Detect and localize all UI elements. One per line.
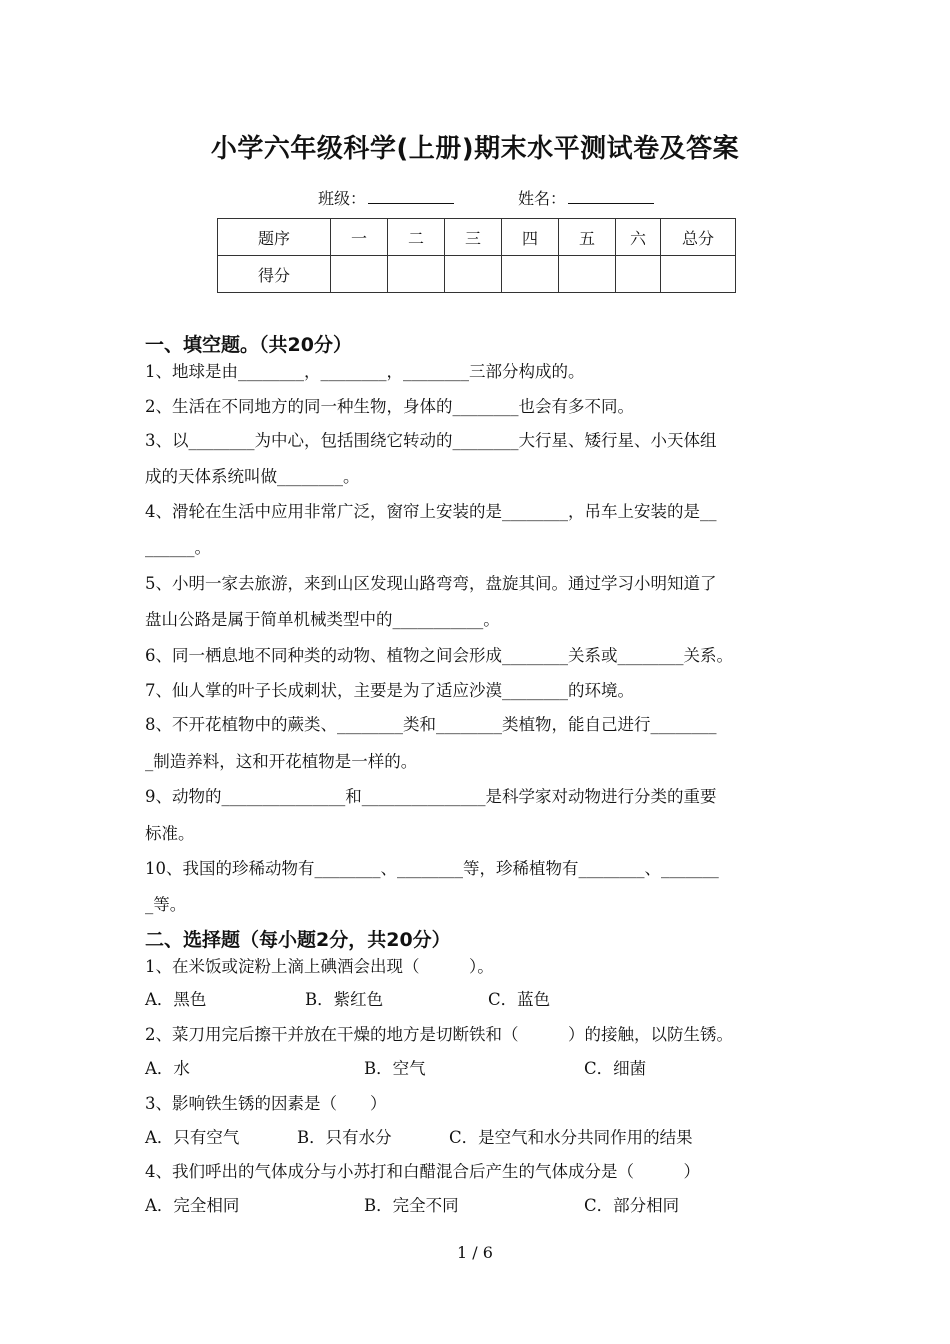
choice-question-stem: 2、菜刀用完后擦干并放在干燥的地方是切断铁和（ ）的接触，以防生锈。 xyxy=(145,1025,733,1044)
score-header-cell: 五 xyxy=(559,219,616,256)
fill-line: 盘山公路是属于简单机械类型中的___________。 xyxy=(145,610,500,629)
choice-option[interactable]: B．紫红色 xyxy=(305,990,384,1009)
choice-option[interactable]: C．部分相同 xyxy=(584,1196,680,1215)
fill-line: 5、小明一家去旅游，来到山区发现山路弯弯，盘旋其间。通过学习小明知道了 xyxy=(145,574,717,593)
choice-question-stem: 4、我们呼出的气体成分与小苏打和白醋混合后产生的气体成分是（ ） xyxy=(145,1162,700,1181)
class-label: 班级： xyxy=(318,189,367,208)
score-header-cell: 四 xyxy=(502,219,559,256)
fill-line: ______。 xyxy=(145,538,211,557)
name-blank[interactable] xyxy=(568,189,654,204)
choice-option[interactable]: B．只有水分 xyxy=(297,1128,392,1147)
page-title: 小学六年级科学(上册)期末水平测试卷及答案 xyxy=(210,134,740,164)
choice-question-stem: 3、影响铁生锈的因素是（ ） xyxy=(145,1094,387,1113)
score-header-cell: 六 xyxy=(616,219,661,256)
name-field xyxy=(518,186,654,209)
choice-option[interactable]: C．细菌 xyxy=(584,1059,647,1078)
fill-line: 10、我国的珍稀动物有________、________等，珍稀植物有________、_______ xyxy=(145,859,719,878)
score-cell[interactable] xyxy=(388,256,445,293)
fill-line: 1、地球是由________，________，________三部分构成的。 xyxy=(145,362,585,381)
score-header-cell: 一 xyxy=(331,219,388,256)
fill-line: 标准。 xyxy=(145,824,195,843)
choice-option[interactable]: C．蓝色 xyxy=(488,990,551,1009)
score-cell[interactable] xyxy=(661,256,736,293)
score-cell[interactable] xyxy=(331,256,388,293)
score-cell[interactable] xyxy=(445,256,502,293)
score-row-label: 得分 xyxy=(218,256,331,293)
choice-option[interactable]: C．是空气和水分共同作用的结果 xyxy=(449,1128,693,1147)
fill-line: 成的天体系统叫做________。 xyxy=(145,467,360,486)
page-number: 1 / 6 xyxy=(457,1243,493,1262)
score-table xyxy=(217,218,736,293)
score-header-cell: 二 xyxy=(388,219,445,256)
choice-option[interactable]: B．完全不同 xyxy=(364,1196,459,1215)
score-cell[interactable] xyxy=(616,256,661,293)
choice-option[interactable]: A．完全相同 xyxy=(145,1196,240,1215)
score-header-cell: 三 xyxy=(445,219,502,256)
fill-line: _等。 xyxy=(145,895,187,914)
fill-line: 9、动物的_______________和_______________是科学家对动物进行分类的重要 xyxy=(145,787,717,806)
fill-line: _制造养料，这和开花植物是一样的。 xyxy=(145,752,418,771)
class-field xyxy=(318,186,454,209)
section2-heading: 二、选择题（每小题2分，共20分） xyxy=(145,929,451,951)
choice-option[interactable]: A．只有空气 xyxy=(145,1128,240,1147)
choice-option[interactable]: A．黑色 xyxy=(145,990,207,1009)
score-header-cell: 题序 xyxy=(218,219,331,256)
fill-line: 6、同一栖息地不同种类的动物、植物之间会形成________关系或________关系。 xyxy=(145,646,733,665)
choice-option[interactable]: A．水 xyxy=(145,1059,190,1078)
choice-option[interactable]: B．空气 xyxy=(364,1059,426,1078)
fill-line: 4、滑轮在生活中应用非常广泛，窗帘上安装的是________，吊车上安装的是__ xyxy=(145,502,717,521)
choice-question-stem: 1、在米饭或淀粉上滴上碘酒会出现（ ）。 xyxy=(145,957,494,976)
score-cell[interactable] xyxy=(559,256,616,293)
score-header-cell: 总分 xyxy=(661,219,736,256)
fill-line: 2、生活在不同地方的同一种生物，身体的________也会有多不同。 xyxy=(145,397,634,416)
score-table-score-row xyxy=(218,256,736,293)
fill-line: 3、以________为中心，包括围绕它转动的________大行星、矮行星、小天体组 xyxy=(145,431,717,450)
fill-line: 8、不开花植物中的蕨类、________类和________类植物，能自己进行________ xyxy=(145,715,717,734)
name-label: 姓名： xyxy=(518,189,567,208)
score-table-header-row xyxy=(218,219,736,256)
section1-heading: 一、填空题。（共20分） xyxy=(145,334,352,356)
class-blank[interactable] xyxy=(368,189,454,204)
score-cell[interactable] xyxy=(502,256,559,293)
fill-line: 7、仙人掌的叶子长成刺状，主要是为了适应沙漠________的环境。 xyxy=(145,681,634,700)
